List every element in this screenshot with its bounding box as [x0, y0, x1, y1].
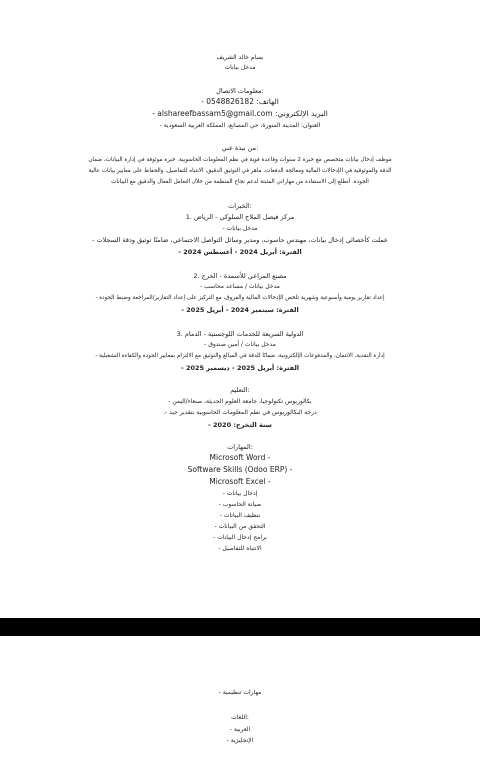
job-2-org: مصنع المراعي للأسمدة - الخرج .2: [193, 272, 287, 280]
skill-item: تنظيف البيانات -: [219, 512, 261, 519]
skill-item: الانتباه للتفاصيل -: [218, 545, 262, 552]
education-line-3: سنة التخرج: 2020 -: [208, 421, 272, 429]
job-2-role: مدخل بيانات / مساعد محاسب -: [200, 283, 280, 290]
language-item: الإنجليزية -: [226, 737, 254, 744]
skill-item: التحقق من البيانات -: [214, 523, 266, 530]
languages-heading: :اللغات: [231, 714, 249, 721]
contact-heading: :معلومات الاتصال: [216, 87, 264, 95]
skill-item: صيانة الحاسوب -: [218, 501, 262, 508]
experience-heading: :الخبرات: [228, 202, 252, 210]
resume-page-2: [0, 636, 480, 762]
about-line-3: الجودة. أتطلع إلى الاستفادة من مهاراتي المثبتة لدعم نجاح المنظمة من خلال التعامل الفعال والدقيق مع البيانات: [111, 179, 369, 185]
skill-item: إدخال بيانات -: [222, 490, 258, 497]
job-1-period: الفترة: أبريل 2024 - أغسطس 2024 -: [178, 248, 302, 256]
job-3-description: إدارة النقدية، الائتمان، والمدفوعات الإلكترونية، ضمانًا للدقة في المبالغ والتوثيق مع الالتزام بمعايير الجودة والكفاءة التشغيلية -: [95, 353, 385, 359]
contact-email: البريد الإلكتروني: alshareefbassam5@gmail.com -: [152, 109, 328, 118]
education-heading: :التعليم: [230, 386, 250, 394]
job-1-org: مركز فيصل الملاح السلوكي - الرياض .1: [185, 213, 295, 221]
job-2-period: الفترة: سبتمبر 2024 - أبريل 2025 -: [181, 306, 299, 314]
education-line-2: درجة البكالوريوس في نظم المعلومات الحاسوبية بتقدير جيد -.: [163, 409, 317, 416]
skill-item: برامج إدخال البيانات -: [213, 534, 267, 541]
page-break-bar: [0, 618, 480, 636]
skill-item: Microsoft Word -: [209, 453, 271, 462]
job-1-role: مدخل بيانات -: [222, 225, 258, 232]
job-3-org: الدولية السريعة للخدمات اللوجستية - الدمام .3: [176, 330, 304, 338]
person-name: بسام خالد الشريف: [216, 54, 264, 61]
about-heading: :من نبذة عني: [221, 144, 259, 152]
job-2-description: إعداد تقارير يومية وأسبوعية وشهرية تلخص الإدخالات المالية والفروق، مع التركيز على إعداد التقارير/المراجعة وضبط الجودة -: [95, 295, 385, 301]
contact-phone: الهاتف: 0548826182 -: [201, 97, 279, 106]
skill-item: Software Skills (Odoo ERP) -: [187, 465, 293, 474]
skills-heading: :المهارات: [227, 443, 253, 451]
job-3-role: مدخل بيانات / أمين صندوق -: [204, 341, 276, 348]
skill-item: Microsoft Excel -: [209, 477, 271, 486]
about-line-2: الدقة والموثوقية في الإدخالات المالية ومعالجة الدفعات. ماهر في التوثيق الدقيق، الانتباه للتفاصيل، والحفاظ على معايير بيانات عالية: [88, 168, 392, 174]
education-line-1: بكالوريوس تكنولوجيا، جامعة العلوم الحديثة، صنعاء/اليمن -: [168, 398, 312, 405]
job-1-description: عملت كأخصائي إدخال بيانات، مهندس حاسوب، ومدير وسائل التواصل الاجتماعي، ضامنًا توثيق ودقة السجلات -: [92, 236, 388, 244]
about-line-1: موظف إدخال بيانات متخصص مع خبرة 2 سنوات وقاعدة قوية في نظم المعلومات الحاسوبية. خبرة موثوقة في إدارة البيانات، ضمان: [88, 157, 392, 163]
contact-address: العنوان: المدينة المنورة، حي المصانع، المملكة العربية السعودية -: [159, 122, 321, 129]
language-item: العربية -: [229, 726, 251, 733]
job-title: مدخل بيانات: [224, 64, 256, 71]
organizational-skill: مهارات تنظيمية -: [218, 689, 262, 696]
job-3-period: الفترة: أبريل 2025 - ديسمبر 2025 -: [180, 364, 300, 372]
